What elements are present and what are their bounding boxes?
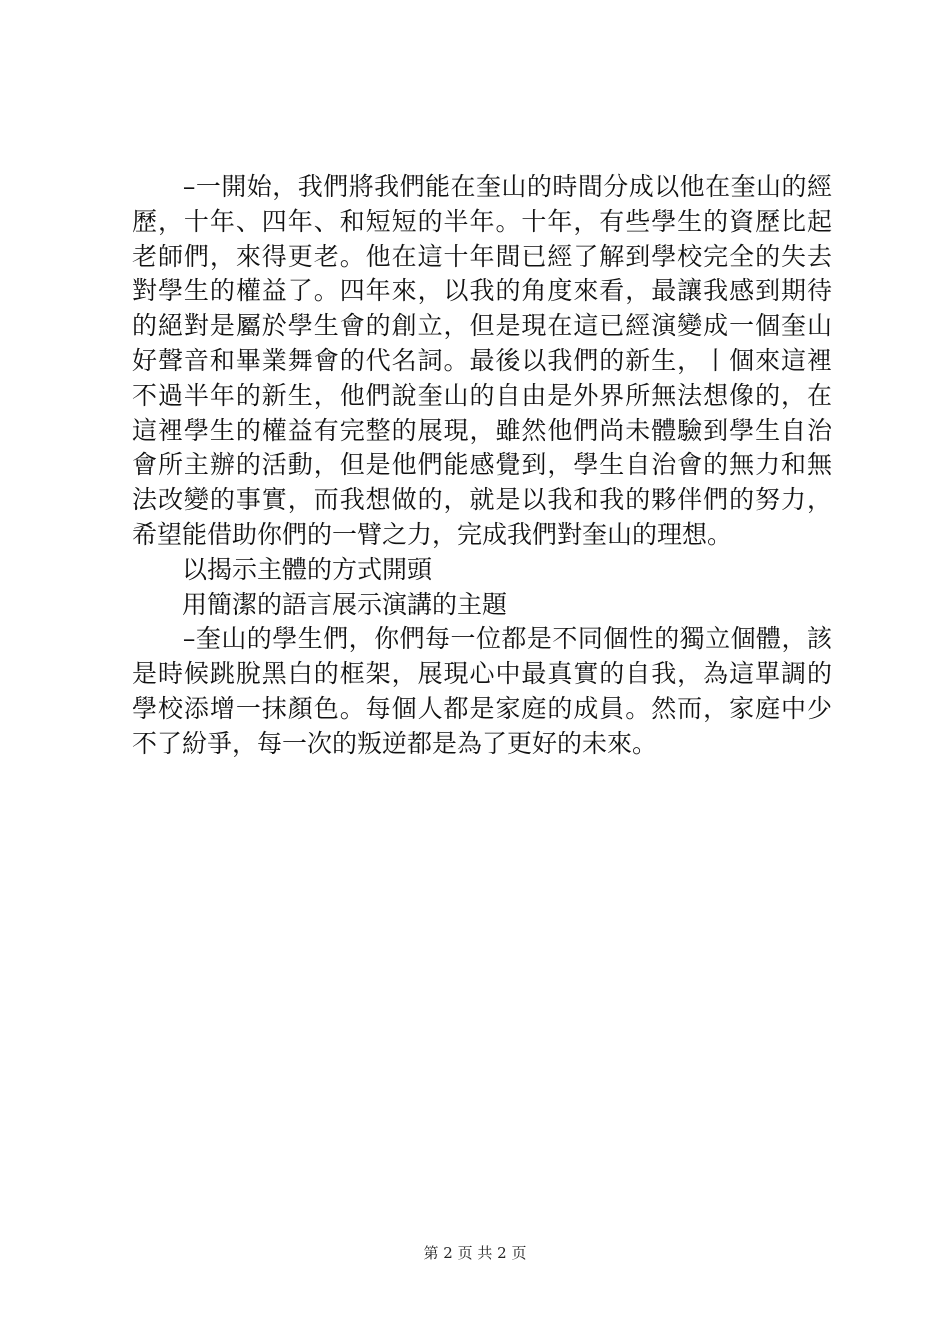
text-line: 不過半年的新生，他們說奎山的自由是外界所無法想像的，在 [132,380,832,410]
text-line: –一開始，我們將我們能在奎山的時間分成以他在奎山的經 [132,172,832,201]
subheading: 用簡潔的語言展示演講的主題 [132,589,508,619]
text-line: 老師們，來得更老。他在這十年間已經了解到學校完全的失去 [132,241,832,271]
text-line: 會所主辦的活動，但是他們能感覺到，學生自治會的無力和無 [132,450,832,480]
text-line: 歷，十年、四年、和短短的半年。十年，有些學生的資歷比起 [132,206,832,236]
page-number-footer: 第 2 页 共 2 页 [423,1244,527,1262]
text-line: –奎山的學生們，你們每一位都是不同個性的獨立個體，該 [132,624,832,654]
text-line: 這裡學生的權益有完整的展現，雖然他們尚未體驗到學生自治 [132,415,832,445]
paragraph-subheading-1 [132,553,832,588]
text-line: 學校添增一抹顏色。每個人都是家庭的成員。然而，家庭中少 [132,693,832,723]
paragraph-subheading-2 [132,588,832,623]
subheading: 以揭示主體的方式開頭 [132,554,433,584]
text-line: 是時候跳脫黑白的框架，展現心中最真實的自我，為這單調的 [132,659,832,689]
paragraph-intro [132,170,832,553]
text-line: 的絕對是屬於學生會的創立，但是現在這已經演變成一個奎山 [132,311,832,341]
text-line: 不了紛爭，每一次的叛逆都是為了更好的未來。 [132,728,658,758]
text-line: 法改變的事實，而我想做的，就是以我和我的夥伴們的努力， [132,485,832,515]
body-text [132,170,832,762]
text-line: 好聲音和畢業舞會的代名詞。最後以我們的新生，丨個來這裡 [132,345,832,375]
text-line: 希望能借助你們的一臂之力，完成我們對奎山的理想。 [132,519,733,549]
text-line: 對學生的權益了。四年來，以我的角度來看，最讓我感到期待 [132,276,832,306]
paragraph-closing [132,622,832,761]
